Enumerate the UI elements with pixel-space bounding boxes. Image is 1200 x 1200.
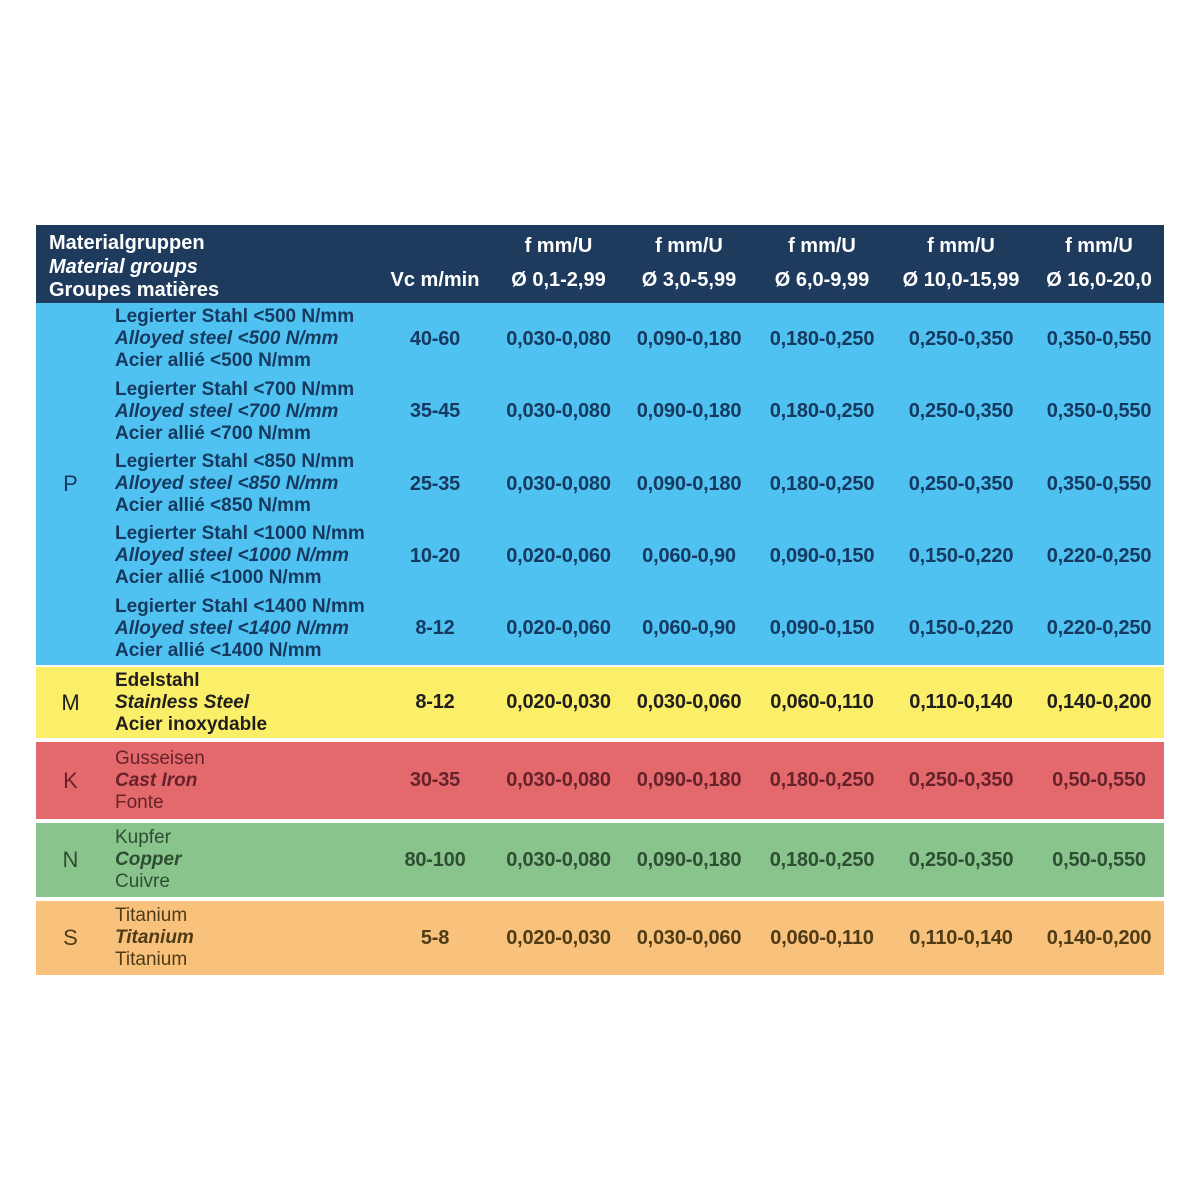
- material-name-de: Legierter Stahl <850 N/mm: [115, 451, 355, 473]
- col-header-f3: [756, 225, 888, 303]
- feed-value-5: 0,350-0,550: [1046, 327, 1152, 350]
- table-row: [105, 448, 1164, 520]
- speed-feed-table: [36, 225, 1164, 975]
- material-name-en: Titanium: [115, 927, 194, 948]
- table-row: [105, 742, 1164, 819]
- material-groups-title-de: Materialgruppen: [49, 232, 205, 254]
- feed-value-5: 0,140-0,200: [1046, 926, 1152, 949]
- vc-value: 8-12: [415, 617, 455, 640]
- section-p-rows: [105, 303, 1164, 665]
- feed-value-1: 0,030-0,080: [506, 472, 611, 495]
- col-header-vc: Vc m/min: [390, 269, 480, 291]
- material-names: [105, 593, 375, 665]
- material-name-fr: Acier allié <1400 N/mm: [115, 639, 322, 661]
- f-label: f mm/U: [927, 235, 995, 257]
- material-name-en: Alloyed steel <850 N/mm: [115, 473, 339, 495]
- vc-value: 5-8: [420, 926, 450, 949]
- group-letter-s: S: [63, 925, 78, 950]
- feed-value-1: 0,030-0,080: [506, 848, 611, 871]
- feed-value-2: 0,060-0,90: [642, 544, 736, 567]
- material-name-fr: Acier inoxydable: [115, 713, 268, 735]
- material-name-fr: Fonte: [115, 791, 164, 813]
- material-groups-title: [36, 225, 375, 303]
- col-header-f1: [495, 225, 622, 303]
- feed-value-5: 0,50-0,550: [1052, 848, 1146, 871]
- material-name-en: Copper: [115, 849, 182, 870]
- section-n-rows: [105, 823, 1164, 897]
- material-name-en: Alloyed steel <1400 N/mm: [115, 617, 349, 639]
- f-label: f mm/U: [655, 235, 723, 257]
- material-name-fr: Cuivre: [115, 871, 170, 892]
- material-names: [105, 520, 375, 592]
- feed-value-2: 0,090-0,180: [636, 769, 742, 791]
- feed-value-4: 0,250-0,350: [908, 400, 1014, 423]
- table-row: [105, 520, 1164, 592]
- material-names: [105, 375, 375, 447]
- vc-value: 30-35: [409, 769, 461, 791]
- material-names: [105, 823, 375, 897]
- section-m-stainless: [36, 667, 1164, 738]
- material-name-de: Legierter Stahl <1400 N/mm: [115, 595, 365, 617]
- material-names: [105, 303, 375, 375]
- section-n-copper: [36, 823, 1164, 897]
- table-row: [105, 901, 1164, 975]
- col-header-f2: [622, 225, 756, 303]
- feed-value-2: 0,030-0,060: [636, 691, 742, 713]
- feed-value-1: 0,030-0,080: [506, 327, 611, 350]
- feed-value-1: 0,020-0,060: [506, 544, 611, 567]
- table-row: [105, 375, 1164, 447]
- feed-value-3: 0,180-0,250: [769, 327, 875, 350]
- feed-value-4: 0,250-0,350: [908, 472, 1014, 495]
- section-m-rows: [105, 667, 1164, 738]
- f-label: f mm/U: [524, 235, 593, 257]
- material-names: [105, 901, 375, 975]
- vc-value: 25-35: [409, 472, 461, 495]
- material-groups-title-fr: Groupes matières: [49, 279, 220, 301]
- section-s-titanium: [36, 901, 1164, 975]
- section-s-rows: [105, 901, 1164, 975]
- vc-value: 40-60: [409, 327, 461, 350]
- feed-value-5: 0,350-0,550: [1046, 472, 1152, 495]
- feed-value-3: 0,090-0,150: [769, 544, 875, 567]
- diameter-range-3: Ø 6,0-9,99: [774, 269, 870, 291]
- feed-value-3: 0,060-0,110: [770, 691, 874, 713]
- diameter-range-2: Ø 3,0-5,99: [641, 269, 737, 291]
- material-name-en: Alloyed steel <1000 N/mm: [115, 545, 349, 567]
- vc-value: 35-45: [409, 400, 461, 423]
- feed-value-4: 0,110-0,140: [909, 926, 1013, 949]
- feed-value-4: 0,150-0,220: [908, 617, 1014, 640]
- material-name-de: Edelstahl: [115, 669, 200, 691]
- material-name-de: Legierter Stahl <1000 N/mm: [115, 523, 365, 545]
- group-letter-k: K: [63, 767, 78, 793]
- feed-value-3: 0,060-0,110: [770, 926, 874, 949]
- material-names: [105, 667, 375, 738]
- feed-value-2: 0,090-0,180: [636, 327, 742, 350]
- section-p-steel: [36, 303, 1164, 665]
- material-name-en: Alloyed steel <700 N/mm: [115, 400, 339, 422]
- feed-value-1: 0,020-0,030: [506, 926, 611, 949]
- feed-value-2: 0,090-0,180: [636, 848, 742, 871]
- material-names: [105, 742, 375, 819]
- material-name-de: Legierter Stahl <700 N/mm: [115, 378, 355, 400]
- feed-value-5: 0,140-0,200: [1046, 691, 1152, 713]
- feed-value-4: 0,150-0,220: [908, 544, 1014, 567]
- feed-value-3: 0,180-0,250: [769, 400, 875, 423]
- group-letter-m: M: [61, 689, 80, 715]
- feed-value-2: 0,060-0,90: [642, 617, 736, 640]
- material-name-en: Alloyed steel <500 N/mm: [115, 328, 339, 350]
- table-row: [105, 593, 1164, 665]
- section-k-rows: [105, 742, 1164, 819]
- material-name-de: Titanium: [115, 905, 188, 926]
- material-name-fr: Acier allié <1000 N/mm: [115, 567, 322, 589]
- group-letter-n: N: [62, 847, 79, 872]
- table-row: [105, 303, 1164, 375]
- group-letter-p: P: [63, 471, 78, 496]
- feed-value-3: 0,090-0,150: [769, 617, 875, 640]
- material-name-de: Legierter Stahl <500 N/mm: [115, 306, 355, 328]
- material-name-fr: Acier allié <500 N/mm: [115, 350, 311, 372]
- material-groups-title-en: Material groups: [49, 255, 198, 278]
- material-name-en: Stainless Steel: [115, 691, 250, 713]
- material-name-de: Kupfer: [115, 827, 171, 848]
- feed-value-4: 0,110-0,140: [909, 691, 1013, 713]
- feed-value-5: 0,50-0,550: [1052, 769, 1146, 791]
- diameter-range-4: Ø 10,0-15,99: [902, 269, 1020, 291]
- material-name-fr: Titanium: [115, 949, 188, 970]
- diameter-range-1: Ø 0,1-2,99: [511, 269, 606, 291]
- table-row: [105, 823, 1164, 897]
- material-name-de: Gusseisen: [115, 747, 205, 769]
- feed-value-4: 0,250-0,350: [908, 769, 1014, 791]
- col-header-f4: [888, 225, 1034, 303]
- feed-value-4: 0,250-0,350: [908, 848, 1014, 871]
- material-names: [105, 448, 375, 520]
- vc-value: 80-100: [404, 848, 466, 871]
- feed-value-2: 0,090-0,180: [636, 400, 742, 423]
- feed-value-5: 0,220-0,250: [1046, 544, 1152, 567]
- feed-value-1: 0,020-0,030: [506, 691, 611, 713]
- feed-value-3: 0,180-0,250: [769, 472, 875, 495]
- table-header: [36, 225, 1164, 303]
- feed-value-5: 0,220-0,250: [1046, 617, 1152, 640]
- feed-value-1: 0,030-0,080: [506, 769, 611, 791]
- feed-value-2: 0,090-0,180: [636, 472, 742, 495]
- feed-value-4: 0,250-0,350: [908, 327, 1014, 350]
- col-header-f5: [1034, 225, 1164, 303]
- vc-value: 8-12: [415, 691, 455, 713]
- section-k-cast-iron: [36, 742, 1164, 819]
- feed-value-3: 0,180-0,250: [769, 848, 875, 871]
- table-row: [105, 667, 1164, 738]
- f-label: f mm/U: [788, 235, 856, 257]
- diameter-range-5: Ø 16,0-20,0: [1046, 269, 1152, 291]
- feed-value-5: 0,350-0,550: [1046, 400, 1152, 423]
- feed-value-1: 0,020-0,060: [506, 617, 611, 640]
- material-name-fr: Acier allié <700 N/mm: [115, 422, 311, 444]
- feed-value-2: 0,030-0,060: [636, 926, 742, 949]
- material-name-en: Cast Iron: [115, 769, 198, 791]
- f-label: f mm/U: [1065, 235, 1133, 257]
- vc-value: 10-20: [409, 544, 461, 567]
- feed-value-3: 0,180-0,250: [769, 769, 875, 791]
- material-name-fr: Acier allié <850 N/mm: [115, 495, 311, 517]
- feed-value-1: 0,030-0,080: [506, 400, 611, 423]
